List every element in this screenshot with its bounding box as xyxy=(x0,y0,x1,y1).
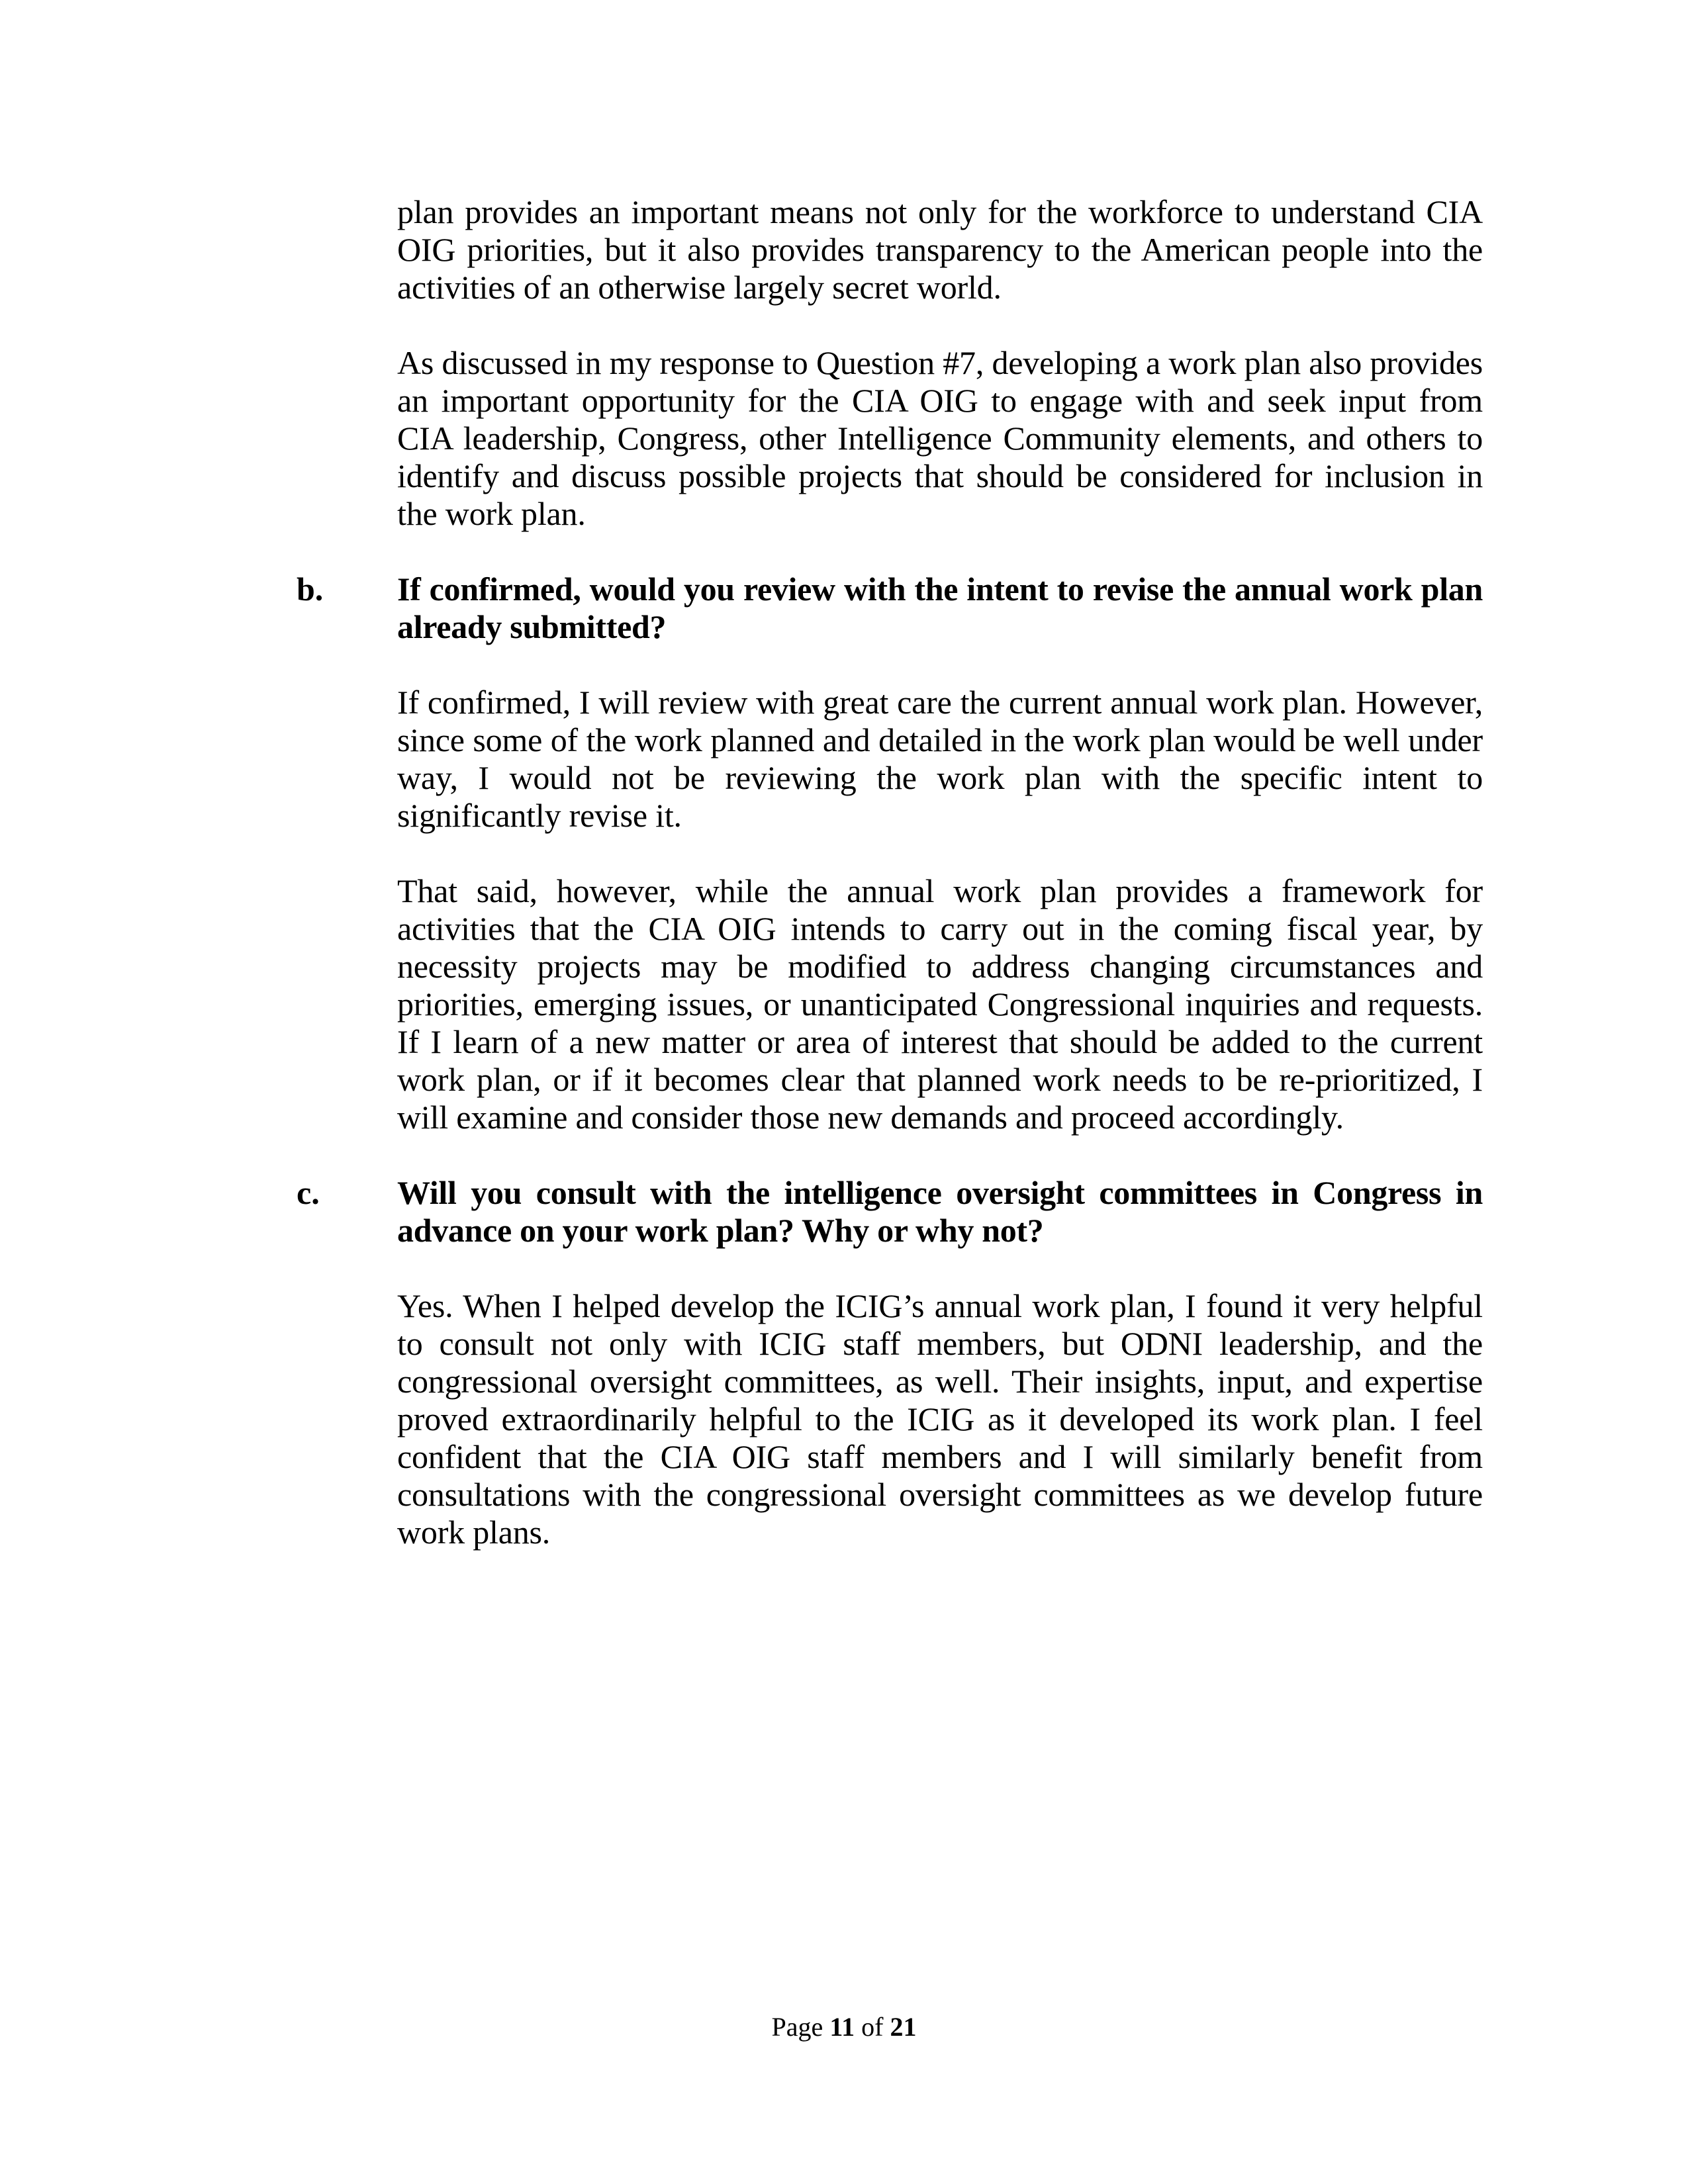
page-content xyxy=(297,193,1483,1589)
question-letter: b. xyxy=(297,570,324,608)
page-label: Page xyxy=(771,2012,823,2042)
question-text: If confirmed, would you review with the intent to revise the annual work plan already submitted? xyxy=(397,570,1483,645)
body-paragraph: As discussed in my response to Question #7, developing a work plan also provides an important opportunity for the CIA OIG to engage with and seek input from CIA leadership, Congress, other Intelligence Community elements, and others to identify and discuss possible projects that should be considered for inclusion in the work plan. xyxy=(397,344,1483,532)
current-page-number: 11 xyxy=(829,2012,855,2042)
answer-paragraph: That said, however, while the annual work plan provides a framework for activities that the CIA OIG intends to carry out in the coming fiscal year, by necessity projects may be modified to address changing circumstances and priorities, emerging issues, or unanticipated Congressional inquiries and requests. If I learn of a new matter or area of interest that should be added to the current work plan, or if it becomes clear that planned work needs to be re-prioritized, I will examine and consider those new demands and proceed accordingly. xyxy=(397,872,1483,1136)
answer-paragraph: If confirmed, I will review with great care the current annual work plan. However, since some of the work planned and detailed in the work plan would be well under way, I would not be reviewing the work plan with the specific intent to significantly revise it. xyxy=(397,684,1483,834)
question-letter: c. xyxy=(297,1174,320,1211)
question-text: Will you consult with the intelligence oversight committees in Congress in advance on your work plan? Why or why not? xyxy=(397,1174,1483,1249)
of-label: of xyxy=(861,2012,890,2042)
answer-paragraph: Yes. When I helped develop the ICIG’s annual work plan, I found it very helpful to consult not only with ICIG staff members, but ODNI leadership, and the congressional oversight committees, as well. Their insights, input, and expertise proved extraordinarily helpful to the ICIG as it developed its work plan. I feel confident that the CIA OIG staff members and I will similarly benefit from consultations with the congressional oversight committees as we develop future work plans. xyxy=(397,1287,1483,1551)
total-pages-number: 21 xyxy=(890,2012,917,2042)
question-c xyxy=(297,1174,1483,1250)
body-paragraph: plan provides an important means not only for the workforce to understand CIA OIG priorities, but it also provides transparency to the American people into the activities of an otherwise largely secret world. xyxy=(397,193,1483,306)
page-footer xyxy=(0,2012,1688,2042)
question-b xyxy=(297,570,1483,646)
